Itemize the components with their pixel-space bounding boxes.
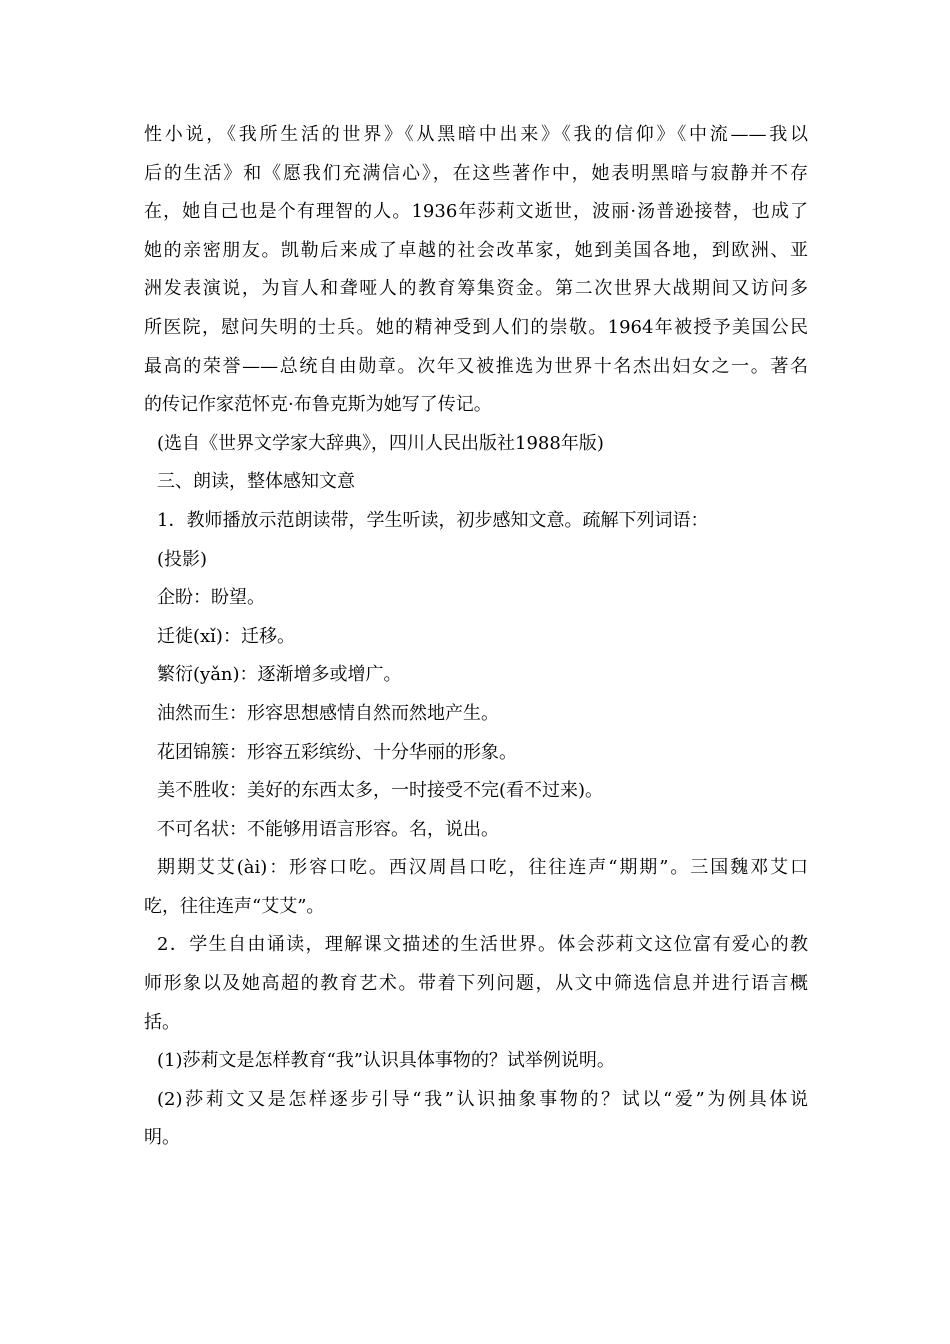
paragraph bbox=[144, 463, 808, 502]
paragraph bbox=[144, 579, 808, 618]
paragraph-line: 所医院，慰问失明的士兵。她的精神受到人们的崇敬。1964年被授予美国公民 bbox=[144, 316, 808, 338]
document-body bbox=[144, 116, 808, 1158]
paragraph-line: 不可名状：不能够用语言形容。名，说出。 bbox=[157, 818, 499, 840]
paragraph bbox=[144, 926, 808, 1042]
paragraph-line: 迁徙(xǐ)：迁移。 bbox=[157, 625, 295, 647]
paragraph-line: (1)莎莉文是怎样教育“我”认识具体事物的？试举例说明。 bbox=[157, 1050, 615, 1072]
paragraph-line: 师形象以及她高超的教育艺术。带着下列问题，从文中筛选信息并进行语言概 bbox=[144, 973, 808, 995]
paragraph-line: 1．教师播放示范朗读带，学生听读，初步感知文意。疏解下列词语： bbox=[157, 509, 709, 531]
paragraph-line: 后的生活》和《愿我们充满信心》，在这些著作中，她表明黑暗与寂静并不存 bbox=[144, 162, 808, 184]
paragraph-line: 三、朗读，整体感知文意 bbox=[157, 471, 355, 493]
paragraph bbox=[144, 116, 808, 425]
paragraph bbox=[144, 502, 808, 541]
paragraph-line: 企盼：盼望。 bbox=[157, 587, 265, 609]
paragraph bbox=[144, 1042, 808, 1081]
paragraph bbox=[144, 1081, 808, 1158]
paragraph-line: (选自《世界文学家大辞典》，四川人民出版社1988年版) bbox=[157, 432, 604, 454]
paragraph bbox=[144, 811, 808, 850]
paragraph-line: 繁衍(yǎn)：逐渐增多或增广。 bbox=[157, 664, 402, 686]
paragraph-line: 吃，往往连声“艾艾”。 bbox=[144, 895, 325, 917]
paragraph bbox=[144, 849, 808, 926]
paragraph bbox=[144, 695, 808, 734]
paragraph-line: 最高的荣誉——总统自由勋章。次年又被推选为世界十名杰出妇女之一。著名 bbox=[144, 355, 808, 377]
paragraph bbox=[144, 734, 808, 773]
paragraph bbox=[144, 541, 808, 580]
paragraph-line: 括。 bbox=[144, 1011, 180, 1033]
paragraph bbox=[144, 772, 808, 811]
paragraph-line: 美不胜收：美好的东西太多，一时接受不完(看不过来)。 bbox=[157, 780, 604, 802]
paragraph-line: 在，她自己也是个有理智的人。1936年莎莉文逝世，波丽·汤普逊接替，也成了 bbox=[144, 201, 808, 223]
paragraph-line: 性小说，《我所生活的世界》《从黑暗中出来》《我的信仰》《中流——我以 bbox=[144, 124, 808, 145]
paragraph-line: 的传记作家范怀克·布鲁克斯为她写了传记。 bbox=[144, 394, 492, 416]
paragraph-line: 油然而生：形容思想感情自然而然地产生。 bbox=[157, 702, 499, 724]
paragraph bbox=[144, 425, 808, 464]
paragraph-line: 她的亲密朋友。凯勒后来成了卓越的社会改革家，她到美国各地，到欧洲、亚 bbox=[144, 239, 808, 261]
paragraph-line: 期期艾艾(ài)：形容口吃。西汉周昌口吃，往往连声“期期”。三国魏邓艾口 bbox=[157, 857, 808, 879]
paragraph-line: 洲发表演说，为盲人和聋哑人的教育筹集资金。第二次世界大战期间又访问多 bbox=[144, 278, 808, 300]
paragraph-line: (2)莎莉文又是怎样逐步引导“我”认识抽象事物的？试以“爱”为例具体说 bbox=[157, 1088, 808, 1110]
paragraph-line: 花团锦簇：形容五彩缤纷、十分华丽的形象。 bbox=[157, 741, 517, 763]
paragraph-line: 明。 bbox=[144, 1127, 180, 1149]
paragraph bbox=[144, 656, 808, 695]
paragraph-line: (投影) bbox=[157, 548, 208, 570]
paragraph-line: 2．学生自由诵读，理解课文描述的生活世界。体会莎莉文这位富有爱心的教 bbox=[157, 934, 808, 956]
paragraph bbox=[144, 618, 808, 657]
